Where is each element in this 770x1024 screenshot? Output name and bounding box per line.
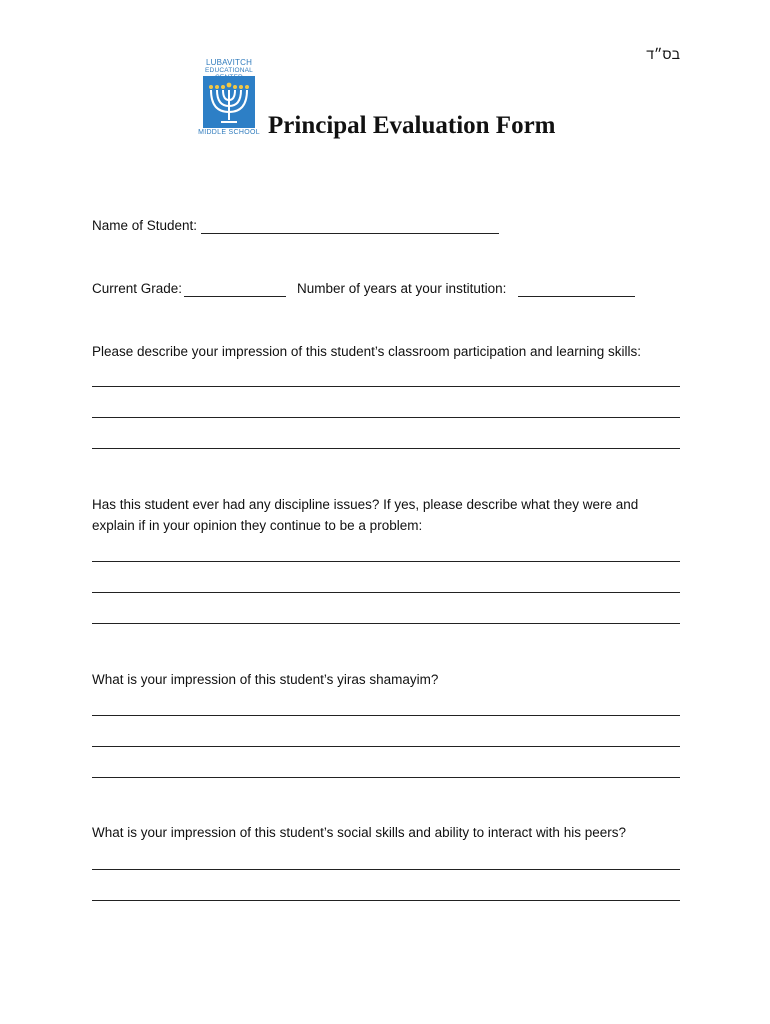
logo-emblem [203, 76, 255, 128]
question-2-text: Has this student ever had any discipline issues? If yes, please describe what they were and explain if in your opinion they continue to be a problem: [92, 497, 639, 533]
question-4-answer-line-2[interactable] [92, 900, 680, 901]
question-2-answer-line-2[interactable] [92, 592, 680, 593]
page-title: Principal Evaluation Form [268, 112, 556, 139]
question-4-text: What is your impression of this student’s social skills and ability to interact with his peers? [92, 825, 626, 840]
question-1-answer-line-2[interactable] [92, 417, 680, 418]
logo-line1: LUBAVITCH [205, 58, 253, 67]
question-2-answer-line-3[interactable] [92, 623, 680, 624]
logo-bottom-text: MIDDLE SCHOOL [198, 129, 260, 136]
question-2-answer-line-1[interactable] [92, 561, 680, 562]
current-grade-label: Current Grade: [92, 281, 183, 296]
logo-line2: EDUCATIONAL [205, 67, 253, 74]
question-3-answer-line-1[interactable] [92, 715, 680, 716]
question-1-text: Please describe your impression of this student’s classroom participation and learning skills: [92, 344, 642, 359]
question-1-answer-line-3[interactable] [92, 448, 680, 449]
question-1-answer-line-1[interactable] [92, 386, 680, 387]
years-at-institution-label: Number of years at your institution: [297, 281, 507, 296]
question-3-answer-line-3[interactable] [92, 777, 680, 778]
question-3-text: What is your impression of this student’s yiras shamayim? [92, 672, 439, 687]
question-3-answer-line-2[interactable] [92, 746, 680, 747]
current-grade-field[interactable] [184, 296, 286, 297]
menorah-icon [203, 76, 255, 128]
bsd-header: בס״ד [646, 46, 680, 62]
question-4-answer-line-1[interactable] [92, 869, 680, 870]
name-of-student-label: Name of Student: [92, 218, 198, 233]
school-logo [196, 58, 262, 140]
years-at-institution-field[interactable] [518, 296, 635, 297]
name-of-student-field[interactable] [201, 233, 499, 234]
